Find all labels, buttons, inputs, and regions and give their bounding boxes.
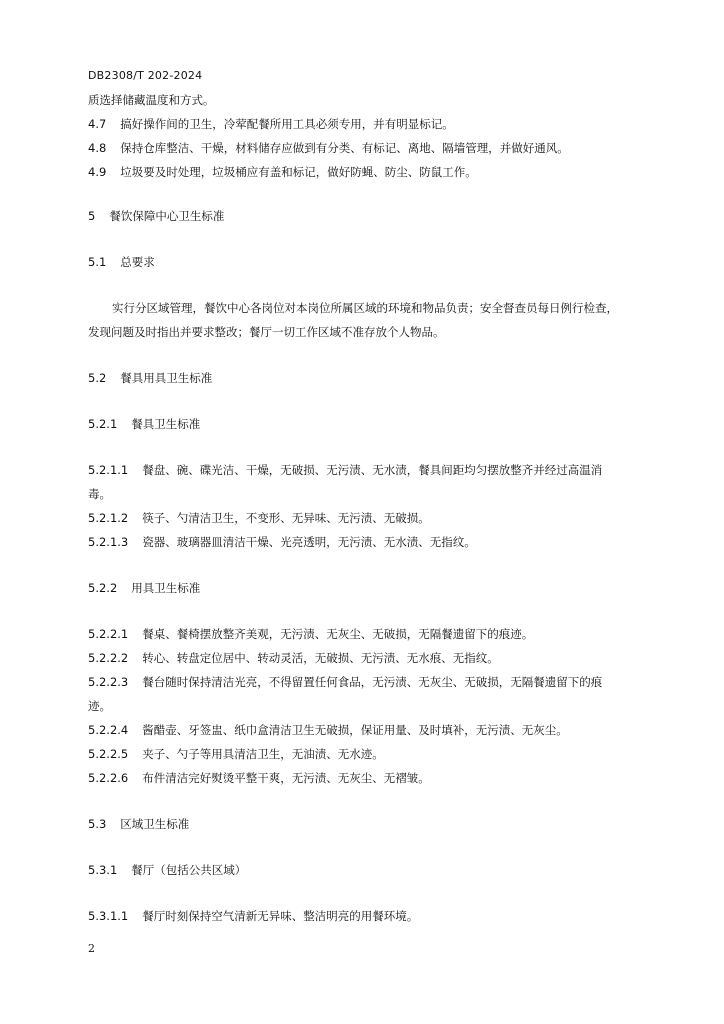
clause-4-8 <box>88 140 569 156</box>
section-title: 用具卫生标准 <box>131 581 201 595</box>
clause-5-2-1-2 <box>88 510 430 526</box>
clause-number: 4.7 <box>88 117 107 131</box>
page-number: 2 <box>88 942 95 955</box>
document-id: DB2308/T 202-2024 <box>88 69 203 82</box>
clause-number: 5.3.1.1 <box>88 909 129 923</box>
clause-5-2-2-3 <box>88 674 602 690</box>
clause-number: 4.8 <box>88 141 107 155</box>
clause-number: 5.2.2.3 <box>88 675 129 689</box>
section-5-2-heading <box>88 370 212 386</box>
body-text-line: 质选择储藏温度和方式。 <box>88 93 215 107</box>
clause-4-7 <box>88 116 454 132</box>
section-title: 餐饮保障中心卫生标准 <box>109 209 225 223</box>
clause-text: 保持仓库整洁、干燥，材料储存应做到有分类、有标记、离地、隔墙管理，并做好通风。 <box>120 141 569 155</box>
clause-5-2-2-4 <box>88 722 568 738</box>
clause-number: 5.2.2.2 <box>88 651 129 665</box>
clause-text: 夹子、勺子等用具清洁卫生，无油渍、无水迹。 <box>142 747 384 761</box>
clause-number: 5.2.2.6 <box>88 771 129 785</box>
section-number: 5.2.1 <box>88 417 118 431</box>
section-title: 餐厅（包括公共区域） <box>131 863 247 877</box>
section-number: 5.1 <box>88 255 107 269</box>
section-5-3-heading <box>88 816 189 832</box>
clause-text: 餐厅时刻保持空气清新无异味、整洁明亮的用餐环境。 <box>142 909 419 923</box>
clause-5-3-1-1 <box>88 908 418 924</box>
clause-number: 5.2.1.2 <box>88 511 129 525</box>
section-title: 区域卫生标准 <box>120 817 190 831</box>
section-number: 5.3.1 <box>88 863 118 877</box>
section-5-heading <box>88 208 224 224</box>
section-5-3-1-heading <box>88 862 246 878</box>
clause-text: 酱醋壶、牙签盅、纸巾盒清洁卫生无破损，保证用量、及时填补，无污渍、无灰尘。 <box>142 723 568 737</box>
clause-5-2-2-1 <box>88 626 533 642</box>
section-number: 5.2.2 <box>88 581 118 595</box>
clause-5-2-2-6 <box>88 770 430 786</box>
section-number: 5.2 <box>88 371 107 385</box>
clause-number: 5.2.2.4 <box>88 723 129 737</box>
clause-5-2-1-3 <box>88 534 476 550</box>
clause-text: 转心、转盘定位居中、转动灵活，无破损、无污渍、无水痕、无指纹。 <box>142 651 499 665</box>
clause-text: 餐台随时保持清洁光亮，不得留置任何食品，无污渍、无灰尘、无破损，无隔餐遗留下的痕 <box>142 675 603 689</box>
section-title: 总要求 <box>120 255 155 269</box>
section-number: 5.3 <box>88 817 107 831</box>
clause-number: 5.2.1.1 <box>88 463 129 477</box>
clause-5-2-1-1 <box>88 462 602 478</box>
clause-continuation: 迹。 <box>88 699 111 713</box>
section-5-2-1-heading <box>88 416 200 432</box>
section-number: 5 <box>88 209 96 223</box>
paragraph-line: 实行分区域管理，餐饮中心各岗位对本岗位所属区域的环境和物品负责；安全督查员每日例行检查， <box>112 301 618 315</box>
clause-text: 筷子、勺清洁卫生，不变形、无异味、无污渍、无破损。 <box>142 511 430 525</box>
clause-number: 5.2.2.5 <box>88 747 129 761</box>
paragraph-line: 发现问题及时指出并要求整改；餐厅一切工作区域不准存放个人物品。 <box>88 325 445 339</box>
clause-text: 餐盘、碗、碟光洁、干燥，无破损、无污渍、无水渍，餐具间距均匀摆放整齐并经过高温消 <box>142 463 603 477</box>
section-title: 餐具卫生标准 <box>131 417 201 431</box>
clause-number: 4.9 <box>88 165 107 179</box>
section-5-1-heading <box>88 254 155 270</box>
clause-text: 瓷器、玻璃器皿清洁干燥、光亮透明，无污渍、无水渍、无指纹。 <box>142 535 476 549</box>
section-5-2-2-heading <box>88 580 200 596</box>
clause-5-2-2-5 <box>88 746 384 762</box>
clause-4-9 <box>88 164 477 180</box>
clause-text: 垃圾要及时处理，垃圾桶应有盖和标记，做好防蝇、防尘、防鼠工作。 <box>120 165 477 179</box>
clause-5-2-2-2 <box>88 650 499 666</box>
clause-continuation: 毒。 <box>88 487 111 501</box>
section-title: 餐具用具卫生标准 <box>120 371 213 385</box>
clause-number: 5.2.2.1 <box>88 627 129 641</box>
clause-text: 布件清洁完好熨烫平整干爽，无污渍、无灰尘、无褶皱。 <box>142 771 430 785</box>
clause-text: 搞好操作间的卫生，冷荤配餐所用工具必须专用，并有明显标记。 <box>120 117 454 131</box>
clause-text: 餐桌、餐椅摆放整齐美观，无污渍、无灰尘、无破损，无隔餐遗留下的痕迹。 <box>142 627 534 641</box>
clause-number: 5.2.1.3 <box>88 535 129 549</box>
